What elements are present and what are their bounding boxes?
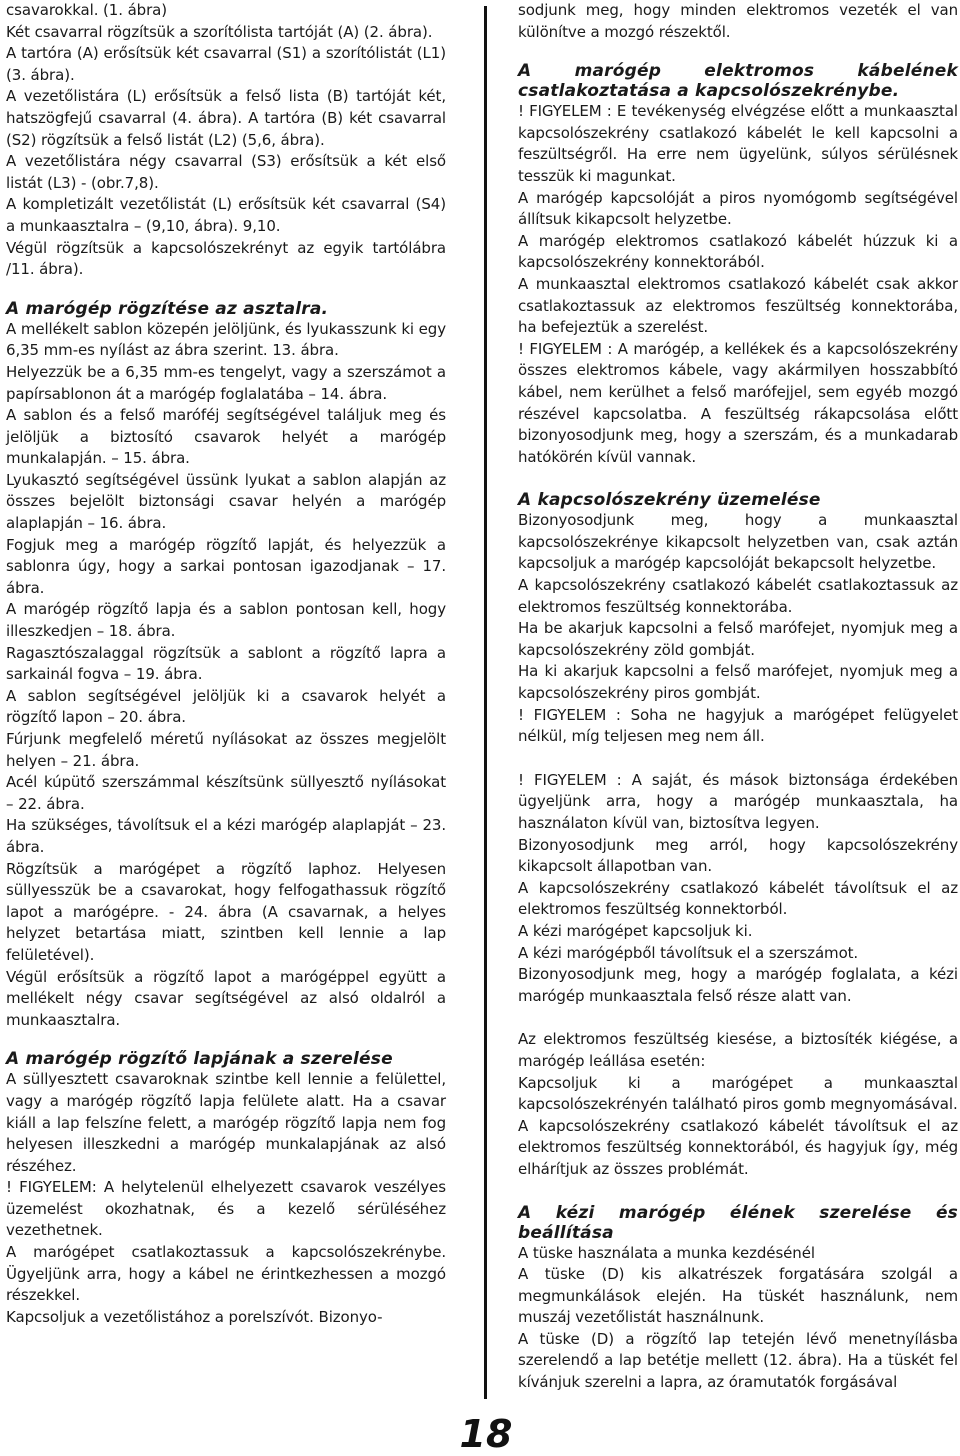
paragraph: A marógépet csatlakoztassuk a kapcsolószekrénybe. Ügyeljünk arra, hogy a kábel ne érintkezhessen a mozgó részekkel. [6, 1243, 446, 1305]
paragraph: A marógép rögzítő lapja és a sablon pontosan kell, hogy illeszkedjen – 18. ábra. [6, 600, 446, 641]
page-number: 18 [459, 1412, 513, 1456]
paragraph: A tüske használata a munka kezdésénél [518, 1243, 815, 1262]
paragraph: A vezetőlistára (L) erősítsük a felső lista (B) tartóját két, hatszögfejű csavarral (4. ábra). A tartóra (B) két csavarral (S2) rögzítsük a felső listát (L2) (5,6, ábra). [6, 87, 446, 149]
paragraph: Ragasztószalaggal rögzítsük a sablont a rögzítő lapra a sarkainál fogva – 19. ábra. [6, 643, 446, 684]
continued-paragraph [518, 0, 958, 43]
paragraph: A kapcsolószekrény csatlakozó kábelét csatlakoztassuk az elektromos feszültség konnektorába. [518, 576, 958, 616]
paragraph: ! FIGYELEM : E tevékenység elvégzése előtt a munkaasztal kapcsolószekrény csatlakozó kábelét le kell kapcsolni a feszültségről. Ha erre nem ügyelünk, súlyos sérülésnek tesszük ki magunkat. [518, 102, 958, 185]
paragraph: Végül erősítsük a rögzítő lapot a marógéppel együtt a mellékelt négy csavar segítségével az alsó oldalról a munkaasztalra. [6, 967, 446, 1029]
paragraph: A süllyesztett csavaroknak szintbe kell lennie a felülettel, vagy a marógép rögzítő lapja felülete alatt. Ha a csavar kiáll a lap felszíne felett, a marógép rögzítő lapja nem fog helyesen illeszkedni a marógép munkalapjának az alsó részéhez. [6, 1070, 446, 1175]
paragraph: Bizonyosodjunk meg arról, hogy kapcsolószekrény kikapcsolt állapotban van. [518, 835, 958, 876]
paragraph: A sablon segítségével jelöljük ki a csavarok helyét a rögzítő lapon – 20. ábra. [6, 686, 446, 727]
router-edge-paragraphs [518, 1243, 958, 1394]
paragraph: A vezetőlistára négy csavarral (S3) erősítsük a két első listát (L3) - (obr.7,8). [6, 152, 446, 192]
paragraph: Két csavarral rögzítsük a szorítólista tartóját (A) (2. ábra). [6, 22, 433, 41]
paragraph: A tüske (D) kis alkatrészek forgatására szolgál a megmunkálások elején. Ha tüskét használunk, nem muszáj vezetőlistát használnunk. [518, 1265, 958, 1327]
paragraph: Fúrjunk megfelelő méretű nyílásokat az összes megjelölt helyen – 21. ábra. [6, 730, 446, 770]
paragraph: A tartóra (A) erősítsük két csavarral (S1) a szorítólistát (L1) (3. ábra). [6, 44, 446, 84]
paragraph: Kapcsoljuk a vezetőlistához a porelszívót. Bizonyo- [6, 1307, 383, 1326]
paragraph: A kapcsolószekrény csatlakozó kábelét távolítsuk el az elektromos feszültség konnektorából, és hagyjuk így, még elhárítjuk az összes problémát. [518, 1116, 958, 1178]
table-mounting-paragraphs [6, 319, 446, 1032]
safety-paragraphs [518, 770, 958, 1008]
right-column [518, 0, 958, 1394]
paragraph: ! FIGYELEM: A helytelenül elhelyezett csavarok veszélyes üzemelést okozhatnak, és a kezelő sérüléséhez vezethetnek. [6, 1178, 446, 1240]
paragraph: ! FIGYELEM : A saját, és mások biztonsága érdekében ügyeljünk arra, hogy a marógép munkaasztala, ha használaton kívül van, biztosítva legyen. [518, 770, 958, 832]
paragraph: Kapcsoljuk ki a marógépet a munkaasztal kapcsolószekrényén található piros gomb megnyomásával. [518, 1073, 958, 1114]
heading-mounting-plate: A marógép rögzítő lapjának a szerelése [6, 1049, 393, 1070]
paragraph: A kompletizált vezetőlistát (L) erősítsük két csavarral (S4) a munkaasztalra – (9,10, ábra). 9,10. [6, 195, 446, 235]
paragraph: A kapcsolószekrény csatlakozó kábelét távolítsuk el az elektromos feszültség konnektorból. [518, 878, 958, 919]
paragraph: ! FIGYELEM : Soha ne hagyjuk a marógépet felügyelet nélkül, míg teljesen meg nem áll. [518, 705, 958, 746]
power-failure-paragraphs [518, 1029, 958, 1180]
paragraph: A munkaasztal elektromos csatlakozó kábelét csak akkor csatlakoztassuk az elektromos feszültség konnektorába, ha befejeztük a szerelést. [518, 274, 958, 337]
heading-cable-connection: A marógép elektromos kábelének csatlakoztatása a kapcsolószekrénybe. [518, 61, 958, 102]
paragraph: Ha be akarjuk kapcsolni a felső marófejet, nyomjuk meg a kapcsolószekrény zöld gombját. [518, 619, 958, 659]
switchbox-operation-paragraphs [518, 510, 958, 748]
paragraph: Helyezzük be a 6,35 mm-es tengelyt, vagy a szerszámot a papírsablonon át a marógép foglalatába – 14. ábra. [6, 362, 446, 403]
paragraph: ! FIGYELEM : A marógép, a kellékek és a kapcsolószekrény összes elektromos kábele, vagy akármilyen hosszabbító kábel, nem kerülhet a felső marófejjel, sem egyéb mozgó részével kapcsolatba. A feszültség rákapcsolása előtt bizonyosodjunk meg, hogy a szerszám, és a munkadarab hatókörén kívül vannak. [518, 339, 958, 466]
paragraph: Bizonyosodjunk meg, hogy a munkaasztal kapcsolószekrénye kikapcsolt helyzetben van, csak aztán kapcsoljuk a marógép kapcsolóját bekapcsolt helyzetbe. [518, 511, 958, 573]
paragraph: A marógép kapcsolóját a piros nyomógomb segítségével állítsuk kikapcsolt helyzetbe. [518, 188, 958, 229]
paragraph: Végül rögzítsük a kapcsolószekrényt az egyik tartólábra /11. ábra). [6, 238, 446, 279]
paragraph: Bizonyosodjunk meg, hogy a marógép foglalata, a kézi marógép munkaasztala felső része alatt van. [518, 965, 958, 1005]
paragraph: A mellékelt sablon közepén jelöljünk, és lyukasszunk ki egy 6,35 mm-es nyílást az ábra szerint. 13. ábra. [6, 319, 446, 360]
paragraph: A kézi marógépből távolítsuk el a szerszámot. [518, 943, 859, 962]
paragraph: Az elektromos feszültség kiesése, a biztosíték kiégése, a marógép leállása esetén: [518, 1030, 958, 1070]
heading-table-mounting: A marógép rögzítése az asztalra. [6, 298, 329, 319]
left-column [6, 0, 446, 1328]
paragraph: csavarokkal. (1. ábra) [6, 1, 167, 19]
paragraph: Lyukasztó segítségével üssünk lyukat a sablon alapján az összes bejelölt biztonsági csavar helyén a marógép alaplapján – 16. ábra. [6, 470, 446, 533]
heading-router-edge-setup: A kézi marógép élének szerelése és beállítása [518, 1202, 958, 1243]
paragraph: A marógép elektromos csatlakozó kábelét húzzuk ki a kapcsolószekrény konnektorából. [518, 231, 958, 272]
paragraph: Ha szükséges, távolítsuk el a kézi marógép alaplapját – 23. ábra. [6, 816, 446, 856]
paragraph: sodjunk meg, hogy minden elektromos vezeték el van különítve a mozgó részektől. [518, 1, 958, 41]
paragraph: A sablon és a felső maróféj segítségével találjuk meg és jelöljük a biztosító csavarok helyét a marógép munkalapján. – 15. ábra. [6, 406, 446, 468]
paragraph: Rögzítsük a marógépet a rögzítő laphoz. Helyesen süllyesszük be a csavarokat, hogy felfogathassuk rögzítő lapot a marógépre. - 24. ábra (A csavarnak, a helyes helyzet betartása miatt, szintben kell lennie a lap felületével). [6, 859, 446, 964]
heading-switchbox-operation: A kapcsolószekrény üzemelése [518, 490, 821, 511]
paragraph: Fogjuk meg a marógép rögzítő lapját, és helyezzük a sablonra úgy, hogy a sarkai pontosan igazodjanak – 17. ábra. [6, 535, 446, 597]
column-divider [484, 6, 487, 1399]
paragraph: A kézi marógépet kapcsoljuk ki. [518, 921, 753, 940]
mounting-plate-paragraphs [6, 1069, 446, 1328]
paragraph: Acél kúpütő szerszámmal készítsünk süllyesztő nyílásokat – 22. ábra. [6, 773, 446, 813]
paragraph: Ha ki akarjuk kapcsolni a felső marófejet, nyomjuk meg a kapcsolószekrény piros gombját. [518, 662, 958, 703]
cable-connection-paragraphs [518, 101, 958, 468]
intro-paragraphs [6, 0, 446, 281]
paragraph: A tüske (D) a rögzítő lap tetején lévő menetnyílásba szerelendő a lap betétje mellett (12. ábra). Ha a tüskét fel kívánjuk szerelni a lapra, az óramutatók forgásával [518, 1329, 958, 1392]
